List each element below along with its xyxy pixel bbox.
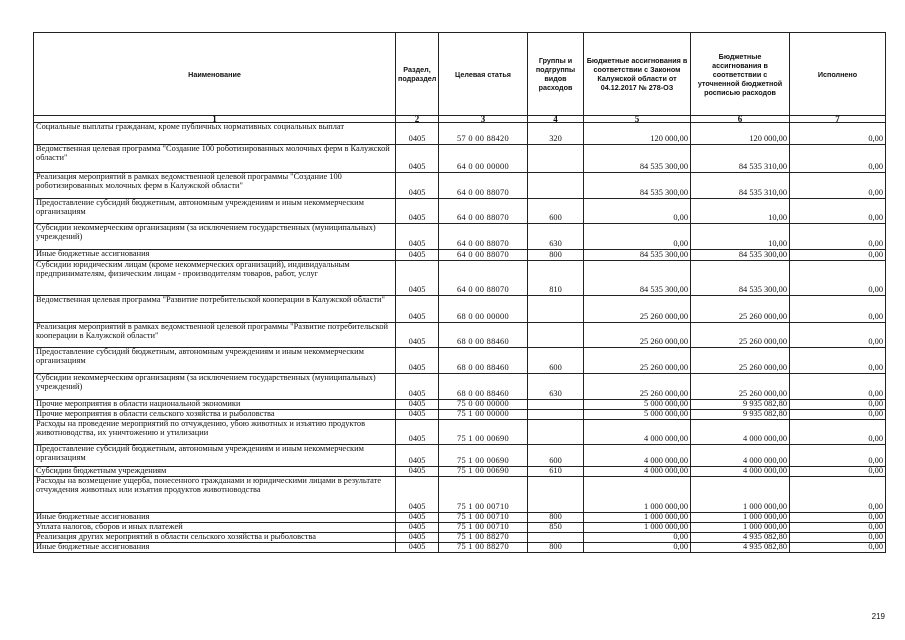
row-revised-amount: 9 935 082,80 [691,400,790,410]
row-section: 0405 [396,224,439,250]
row-name: Ведомственная целевая программа "Развитие потребительской кооперации в Калужской области" [34,296,396,323]
row-section: 0405 [396,261,439,296]
row-expense-group: 810 [528,261,584,296]
row-revised-amount: 1 000 000,00 [691,513,790,523]
row-revised-amount: 4 935 082,80 [691,533,790,543]
row-name: Субсидии бюджетным учреждениям [34,467,396,477]
row-law-amount: 4 000 000,00 [584,420,691,445]
row-executed-amount: 0,00 [790,445,886,467]
row-expense-group: 600 [528,348,584,374]
row-law-amount: 0,00 [584,224,691,250]
header-group: Группы и подгруппы видов расходов [528,33,584,116]
header-section: Раздел, подраздел [396,33,439,116]
row-expense-group [528,323,584,348]
row-executed-amount: 0,00 [790,543,886,553]
row-name: Расходы на возмещение ущерба, понесенного гражданами и юридическими лицами в результате отчуждения животных или изъятия продуктов животноводства [34,477,396,513]
row-name: Предоставление субсидий бюджетным, автономным учреждениям и иным некоммерческим организациям [34,199,396,224]
row-expense-group: 600 [528,199,584,224]
row-revised-amount: 1 000 000,00 [691,523,790,533]
row-revised-amount: 25 260 000,00 [691,296,790,323]
row-section: 0405 [396,145,439,173]
row-section: 0405 [396,400,439,410]
row-name: Прочие мероприятия в области национальной экономики [34,400,396,410]
row-target-article: 75 1 00 88270 [439,533,528,543]
column-number: 2 [396,116,439,123]
table-row [34,445,886,467]
row-executed-amount: 0,00 [790,513,886,523]
row-expense-group [528,145,584,173]
row-law-amount: 25 260 000,00 [584,374,691,400]
row-executed-amount: 0,00 [790,467,886,477]
row-expense-group: 630 [528,224,584,250]
row-section: 0405 [396,420,439,445]
row-law-amount: 5 000 000,00 [584,400,691,410]
row-revised-amount: 9 935 082,80 [691,410,790,420]
row-law-amount: 120 000,00 [584,123,691,145]
row-target-article: 75 1 00 00690 [439,445,528,467]
row-section: 0405 [396,513,439,523]
row-section: 0405 [396,410,439,420]
row-target-article: 75 1 00 00690 [439,467,528,477]
row-expense-group [528,173,584,199]
row-name: Расходы на проведение мероприятий по отчуждению, убою животных и изъятию продуктов животноводства, их уничтожению и утилизации [34,420,396,445]
row-target-article: 75 1 00 00710 [439,523,528,533]
row-revised-amount: 25 260 000,00 [691,374,790,400]
row-law-amount: 1 000 000,00 [584,513,691,523]
row-executed-amount: 0,00 [790,224,886,250]
row-executed-amount: 0,00 [790,123,886,145]
budget-table-body [34,116,886,553]
row-revised-amount: 4 935 082,80 [691,543,790,553]
row-revised-amount: 1 000 000,00 [691,477,790,513]
row-law-amount: 1 000 000,00 [584,523,691,533]
row-executed-amount: 0,00 [790,533,886,543]
header-row [34,33,886,116]
row-expense-group [528,477,584,513]
column-number: 3 [439,116,528,123]
row-target-article: 64 0 00 88070 [439,199,528,224]
row-expense-group [528,533,584,543]
row-section: 0405 [396,477,439,513]
table-row [34,513,886,523]
column-number: 7 [790,116,886,123]
table-row [34,145,886,173]
row-law-amount: 25 260 000,00 [584,348,691,374]
row-target-article: 75 1 00 88270 [439,543,528,553]
row-executed-amount: 0,00 [790,523,886,533]
row-law-amount: 0,00 [584,543,691,553]
row-expense-group: 800 [528,513,584,523]
table-row [34,477,886,513]
row-law-amount: 84 535 300,00 [584,145,691,173]
row-name: Иные бюджетные ассигнования [34,250,396,261]
row-section: 0405 [396,374,439,400]
table-row [34,199,886,224]
row-section: 0405 [396,199,439,224]
row-target-article: 68 0 00 00000 [439,296,528,323]
row-revised-amount: 84 535 300,00 [691,250,790,261]
table-row [34,400,886,410]
row-section: 0405 [396,123,439,145]
row-executed-amount: 0,00 [790,296,886,323]
row-law-amount: 84 535 300,00 [584,173,691,199]
row-executed-amount: 0,00 [790,410,886,420]
column-number: 4 [528,116,584,123]
row-expense-group [528,410,584,420]
row-section: 0405 [396,523,439,533]
table-row [34,323,886,348]
row-revised-amount: 84 535 310,00 [691,145,790,173]
table-row [34,543,886,553]
row-section: 0405 [396,296,439,323]
row-revised-amount: 25 260 000,00 [691,323,790,348]
row-name: Субсидии юридическим лицам (кроме некоммерческих организаций), индивидуальным предпринимателям, физическим лицам - производителям товаров, работ, услуг [34,261,396,296]
row-executed-amount: 0,00 [790,145,886,173]
row-executed-amount: 0,00 [790,477,886,513]
page-number: 219 [871,612,885,621]
row-name: Реализация мероприятий в рамках ведомственной целевой программы "Развитие потребительской кооперации в Калужской области" [34,323,396,348]
row-target-article: 68 0 00 88460 [439,323,528,348]
row-expense-group: 850 [528,523,584,533]
column-number: 5 [584,116,691,123]
row-section: 0405 [396,543,439,553]
row-target-article: 75 1 00 00690 [439,420,528,445]
table-row [34,467,886,477]
table-row [34,420,886,445]
row-revised-amount: 120 000,00 [691,123,790,145]
header-revised: Бюджетные ассигнования в соответствии с уточненной бюджетной росписью расходов [691,33,790,116]
row-expense-group: 320 [528,123,584,145]
table-row [34,523,886,533]
row-name: Ведомственная целевая программа "Создание 100 роботизированных молочных ферм в Калужской области" [34,145,396,173]
row-revised-amount: 4 000 000,00 [691,467,790,477]
row-name: Уплата налогов, сборов и иных платежей [34,523,396,533]
row-section: 0405 [396,250,439,261]
row-expense-group [528,400,584,410]
table-row [34,123,886,145]
row-name: Реализация других мероприятий в области сельского хозяйства и рыболовства [34,533,396,543]
row-executed-amount: 0,00 [790,199,886,224]
row-revised-amount: 25 260 000,00 [691,348,790,374]
row-executed-amount: 0,00 [790,374,886,400]
row-revised-amount: 10,00 [691,224,790,250]
column-number: 1 [34,116,396,123]
row-executed-amount: 0,00 [790,323,886,348]
row-law-amount: 4 000 000,00 [584,467,691,477]
row-executed-amount: 0,00 [790,420,886,445]
table-row [34,410,886,420]
table-row [34,261,886,296]
row-revised-amount: 4 000 000,00 [691,420,790,445]
header-target: Целевая статья [439,33,528,116]
row-target-article: 64 0 00 88070 [439,173,528,199]
table-row [34,224,886,250]
row-law-amount: 0,00 [584,533,691,543]
row-law-amount: 4 000 000,00 [584,445,691,467]
row-executed-amount: 0,00 [790,348,886,374]
row-expense-group: 610 [528,467,584,477]
row-target-article: 64 0 00 88070 [439,224,528,250]
row-expense-group: 800 [528,250,584,261]
row-section: 0405 [396,533,439,543]
row-section: 0405 [396,173,439,199]
table-row [34,296,886,323]
row-target-article: 64 0 00 88070 [439,261,528,296]
row-target-article: 75 1 00 00710 [439,477,528,513]
row-target-article: 75 1 00 00710 [439,513,528,523]
row-name: Субсидии некоммерческим организациям (за исключением государственных (муниципальных) учреждений) [34,374,396,400]
row-expense-group [528,420,584,445]
row-section: 0405 [396,467,439,477]
row-expense-group: 800 [528,543,584,553]
row-expense-group: 630 [528,374,584,400]
table-row [34,533,886,543]
row-law-amount: 1 000 000,00 [584,477,691,513]
header-name: Наименование [34,33,396,116]
row-name: Прочие мероприятия в области сельского хозяйства и рыболовства [34,410,396,420]
row-target-article: 68 0 00 88460 [439,348,528,374]
table-row [34,173,886,199]
row-name: Реализация мероприятий в рамках ведомственной целевой программы "Создание 100 роботизированных молочных ферм в Калужской области" [34,173,396,199]
row-target-article: 64 0 00 88070 [439,250,528,261]
budget-table [33,32,886,553]
row-law-amount: 84 535 300,00 [584,250,691,261]
row-target-article: 75 0 00 00000 [439,400,528,410]
row-law-amount: 25 260 000,00 [584,296,691,323]
row-name: Социальные выплаты гражданам, кроме публичных нормативных социальных выплат [34,123,396,145]
header-law: Бюджетные ассигнования в соответствии с Законом Калужской области от 04.12.2017 № 278-ОЗ [584,33,691,116]
row-law-amount: 25 260 000,00 [584,323,691,348]
row-target-article: 75 1 00 00000 [439,410,528,420]
row-name: Предоставление субсидий бюджетным, автономным учреждениям и иным некоммерческим организациям [34,348,396,374]
column-number: 6 [691,116,790,123]
budget-sheet [33,32,885,553]
row-target-article: 68 0 00 88460 [439,374,528,400]
table-row [34,374,886,400]
row-executed-amount: 0,00 [790,173,886,199]
table-row [34,348,886,374]
row-target-article: 64 0 00 00000 [439,145,528,173]
row-executed-amount: 0,00 [790,400,886,410]
row-revised-amount: 4 000 000,00 [691,445,790,467]
row-expense-group [528,296,584,323]
row-name: Предоставление субсидий бюджетным, автономным учреждениям и иным некоммерческим организациям [34,445,396,467]
row-law-amount: 0,00 [584,199,691,224]
row-section: 0405 [396,323,439,348]
row-name: Субсидии некоммерческим организациям (за исключением государственных (муниципальных) учреждений) [34,224,396,250]
row-name: Иные бюджетные ассигнования [34,513,396,523]
row-law-amount: 5 000 000,00 [584,410,691,420]
table-row [34,250,886,261]
row-expense-group: 600 [528,445,584,467]
row-executed-amount: 0,00 [790,250,886,261]
row-revised-amount: 84 535 310,00 [691,173,790,199]
row-law-amount: 84 535 300,00 [584,261,691,296]
row-revised-amount: 84 535 300,00 [691,261,790,296]
row-name: Иные бюджетные ассигнования [34,543,396,553]
row-section: 0405 [396,445,439,467]
header-executed: Исполнено [790,33,886,116]
row-revised-amount: 10,00 [691,199,790,224]
row-executed-amount: 0,00 [790,261,886,296]
row-section: 0405 [396,348,439,374]
row-target-article: 57 0 00 88420 [439,123,528,145]
